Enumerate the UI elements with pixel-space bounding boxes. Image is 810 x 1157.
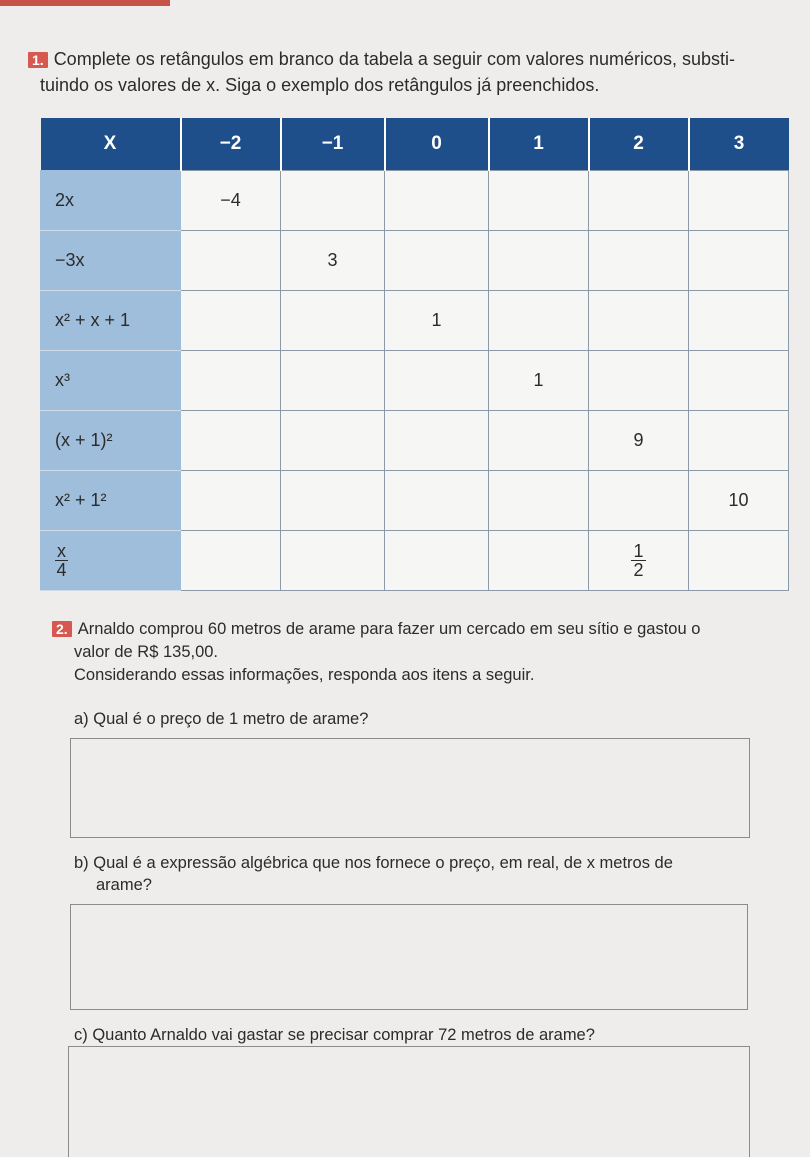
table-cell-blank[interactable] [689, 411, 789, 471]
table-row [41, 231, 789, 291]
table-cell-blank[interactable] [181, 231, 281, 291]
values-table [40, 118, 789, 591]
table-cell-blank[interactable] [589, 171, 689, 231]
table-cell-blank[interactable] [181, 531, 281, 591]
header-x: X [41, 118, 181, 171]
table-cell-blank[interactable] [689, 291, 789, 351]
fraction-numerator: 1 [633, 541, 644, 561]
table-row [41, 171, 789, 231]
table-cell-blank[interactable] [489, 411, 589, 471]
question-2-text-line1: Arnaldo comprou 60 metros de arame para fazer um cercado em seu sítio e gastou o [77, 620, 701, 638]
fraction-denominator: 4 [56, 560, 67, 580]
table-cell-blank[interactable] [489, 531, 589, 591]
table-cell-blank[interactable] [281, 531, 385, 591]
table-cell-blank[interactable] [689, 351, 789, 411]
row-label: x³ [41, 351, 181, 411]
table-cell-blank[interactable] [385, 231, 489, 291]
fraction-denominator: 2 [633, 560, 644, 580]
table-cell-blank[interactable] [489, 171, 589, 231]
table-cell-blank[interactable] [689, 531, 789, 591]
table-row [41, 531, 789, 591]
table-cell-blank[interactable] [281, 471, 385, 531]
row-label: 2x [41, 171, 181, 231]
table-cell-blank[interactable] [589, 291, 689, 351]
table-cell: 10 [689, 471, 789, 531]
row-label: x² + x + 1 [41, 291, 181, 351]
table-cell-blank[interactable] [181, 351, 281, 411]
table-cell-blank[interactable] [281, 291, 385, 351]
question-1-number: 1. [28, 52, 48, 68]
fraction-numerator: x [57, 541, 66, 561]
table-cell: 9 [589, 411, 689, 471]
question-2-text-line3: Considerando essas informações, responda aos itens a seguir. [74, 666, 535, 684]
table-row [41, 291, 789, 351]
fraction [631, 542, 645, 579]
row-label: x² + 1² [41, 471, 181, 531]
table-cell-blank[interactable] [489, 231, 589, 291]
table-header-row [41, 118, 789, 171]
table-cell: −4 [181, 171, 281, 231]
row-label: (x + 1)² [41, 411, 181, 471]
table-cell-blank[interactable] [689, 231, 789, 291]
top-accent-bar [0, 0, 170, 6]
table-cell-blank[interactable] [385, 351, 489, 411]
item-a-text: a) Qual é o preço de 1 metro de arame? [74, 710, 369, 728]
table-cell-blank[interactable] [589, 231, 689, 291]
item-b-text-line2: arame? [96, 876, 152, 894]
row-label: −3x [41, 231, 181, 291]
row-label-fraction [41, 531, 181, 591]
question-1-text-line1: Complete os retângulos em branco da tabela a seguir com valores numéricos, substi- [53, 49, 736, 69]
table-row [41, 471, 789, 531]
header-cell: 2 [589, 118, 689, 171]
answer-box-c[interactable] [68, 1046, 750, 1157]
table-cell-blank[interactable] [181, 471, 281, 531]
table-cell-blank[interactable] [385, 411, 489, 471]
question-1 [28, 46, 808, 98]
header-cell: −1 [281, 118, 385, 171]
table-cell-blank[interactable] [489, 471, 589, 531]
table-cell: 1 [489, 351, 589, 411]
header-cell: −2 [181, 118, 281, 171]
fraction [55, 542, 68, 579]
question-1-text-line2: tuindo os valores de x. Siga o exemplo dos retângulos já preenchidos. [40, 75, 600, 95]
answer-box-a[interactable] [70, 738, 750, 838]
question-2 [52, 618, 792, 687]
table-cell-blank[interactable] [489, 291, 589, 351]
table-cell-blank[interactable] [589, 351, 689, 411]
question-2-number: 2. [52, 621, 72, 637]
table-cell: 1 [385, 291, 489, 351]
table-cell: 3 [281, 231, 385, 291]
table-cell-blank[interactable] [385, 171, 489, 231]
answer-box-b[interactable] [70, 904, 748, 1010]
table-cell-blank[interactable] [385, 471, 489, 531]
header-cell: 0 [385, 118, 489, 171]
item-b-text-line1: b) Qual é a expressão algébrica que nos fornece o preço, em real, de x metros de [74, 854, 673, 872]
item-c-text: c) Quanto Arnaldo vai gastar se precisar comprar 72 metros de arame? [74, 1026, 595, 1044]
table-cell-blank[interactable] [385, 531, 489, 591]
table-row [41, 351, 789, 411]
table-cell [589, 531, 689, 591]
question-2-text-line2: valor de R$ 135,00. [74, 643, 219, 661]
table-cell-blank[interactable] [181, 411, 281, 471]
table-cell-blank[interactable] [281, 351, 385, 411]
table-cell-blank[interactable] [281, 171, 385, 231]
header-cell: 1 [489, 118, 589, 171]
header-cell: 3 [689, 118, 789, 171]
table-cell-blank[interactable] [181, 291, 281, 351]
table-row [41, 411, 789, 471]
table-cell-blank[interactable] [281, 411, 385, 471]
table-cell-blank[interactable] [589, 471, 689, 531]
table-cell-blank[interactable] [689, 171, 789, 231]
